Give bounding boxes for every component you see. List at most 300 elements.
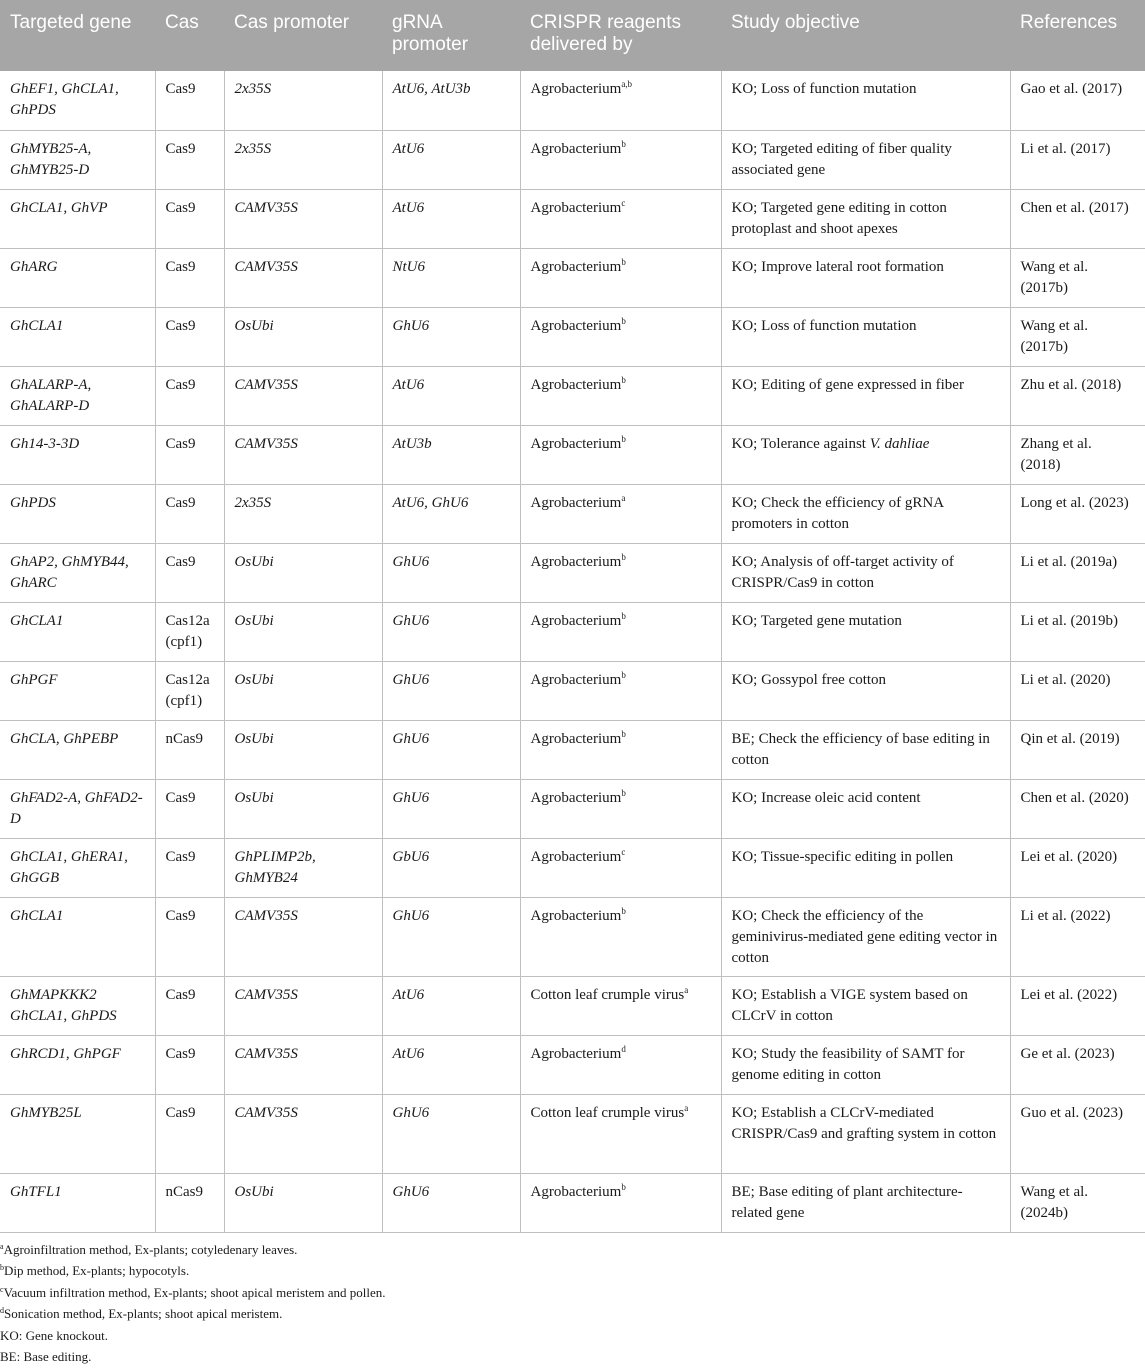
reference-text: Zhu et al. (2018) bbox=[1020, 376, 1122, 393]
table-row bbox=[0, 602, 1145, 661]
delivery-method: Agrobacterium bbox=[530, 494, 622, 511]
delivery-method: Agrobacterium bbox=[530, 671, 622, 688]
cell-cas-promoter bbox=[224, 661, 382, 720]
cell-grna-promoter bbox=[382, 71, 520, 130]
cell-study-objective bbox=[721, 720, 1010, 779]
cell-targeted-gene bbox=[0, 1094, 155, 1173]
cell-grna-promoter bbox=[382, 1035, 520, 1094]
cell-targeted-gene bbox=[0, 248, 155, 307]
objective-text: KO; Improve lateral root formation bbox=[731, 258, 944, 275]
cell-study-objective bbox=[721, 366, 1010, 425]
grna-promoter: GbU6 bbox=[392, 848, 430, 865]
grna-promoter: AtU6, AtU3b bbox=[392, 81, 471, 97]
header-references: References bbox=[1010, 0, 1145, 71]
cas-promoter: OsUbi bbox=[234, 671, 274, 688]
cas-type: nCas9 bbox=[165, 1183, 203, 1200]
delivery-footnote-mark: a bbox=[621, 492, 626, 503]
cell-reference bbox=[1010, 838, 1145, 897]
delivery-method: Agrobacterium bbox=[530, 848, 622, 865]
gene-name: GhFAD2-A, GhFAD2-D bbox=[10, 789, 143, 827]
cell-reference bbox=[1010, 189, 1145, 248]
delivery-footnote-mark: b bbox=[621, 905, 626, 916]
cell-targeted-gene bbox=[0, 425, 155, 484]
cell-cas-promoter bbox=[224, 897, 382, 976]
gene-name: GhCLA, GhPEBP bbox=[10, 730, 119, 747]
objective-text: KO; Increase oleic acid content bbox=[731, 789, 921, 806]
cell-cas bbox=[155, 543, 224, 602]
delivery-footnote-mark: c bbox=[621, 846, 626, 857]
header-delivery: CRISPR reagents delivered by bbox=[520, 0, 721, 71]
cell-grna-promoter bbox=[382, 189, 520, 248]
grna-promoter: AtU6 bbox=[392, 140, 425, 157]
table-row bbox=[0, 307, 1145, 366]
cell-grna-promoter bbox=[382, 897, 520, 976]
delivery-method: Agrobacterium bbox=[530, 730, 622, 747]
header-row bbox=[0, 0, 1145, 71]
footnote-text: Dip method, Ex-plants; hypocotyls. bbox=[4, 1263, 190, 1278]
cell-targeted-gene bbox=[0, 1035, 155, 1094]
grna-promoter: GhU6 bbox=[392, 317, 430, 334]
cell-cas bbox=[155, 71, 224, 130]
table-row bbox=[0, 976, 1145, 1035]
cell-study-objective bbox=[721, 130, 1010, 189]
cell-study-objective bbox=[721, 661, 1010, 720]
cell-cas bbox=[155, 976, 224, 1035]
cell-delivery bbox=[520, 543, 721, 602]
reference-text: Li et al. (2020) bbox=[1020, 671, 1111, 688]
cell-reference bbox=[1010, 661, 1145, 720]
objective-text: KO; Loss of function mutation bbox=[731, 317, 917, 334]
delivery-footnote-mark: b bbox=[621, 787, 626, 798]
objective-text: KO; Editing of gene expressed in fiber bbox=[731, 376, 964, 393]
objective-text: KO; Targeted gene mutation bbox=[731, 612, 902, 629]
cell-delivery bbox=[520, 1035, 721, 1094]
reference-text: Li et al. (2017) bbox=[1020, 140, 1111, 157]
cell-targeted-gene bbox=[0, 130, 155, 189]
cell-cas bbox=[155, 189, 224, 248]
delivery-footnote-mark: a bbox=[684, 1102, 689, 1113]
grna-promoter: GhU6 bbox=[392, 671, 430, 688]
table-row bbox=[0, 1173, 1145, 1232]
cell-cas bbox=[155, 661, 224, 720]
cell-study-objective bbox=[721, 976, 1010, 1035]
gene-name: GhMAPKKK2 GhCLA1, GhPDS bbox=[10, 986, 117, 1024]
cell-targeted-gene bbox=[0, 484, 155, 543]
cell-cas bbox=[155, 1035, 224, 1094]
cell-study-objective bbox=[721, 71, 1010, 130]
gene-name: GhCLA1, GhERA1, GhGGB bbox=[10, 848, 128, 886]
objective-text: KO; Targeted editing of fiber quality associated gene bbox=[731, 140, 952, 178]
cell-cas-promoter bbox=[224, 1094, 382, 1173]
cell-delivery bbox=[520, 425, 721, 484]
reference-text: Wang et al. (2017b) bbox=[1020, 317, 1089, 355]
gene-name: Gh14-3-3D bbox=[10, 435, 80, 452]
cas-promoter: 2x35S bbox=[234, 494, 272, 511]
cell-grna-promoter bbox=[382, 779, 520, 838]
cell-reference bbox=[1010, 1094, 1145, 1173]
cell-delivery bbox=[520, 897, 721, 976]
objective-text: KO; Analysis of off-target activity of CRISPR/Cas9 in cotton bbox=[731, 553, 954, 591]
cell-reference bbox=[1010, 543, 1145, 602]
cell-reference bbox=[1010, 425, 1145, 484]
cell-cas-promoter bbox=[224, 425, 382, 484]
cell-cas-promoter bbox=[224, 1173, 382, 1232]
delivery-method: Agrobacterium bbox=[530, 317, 622, 334]
cas-type: Cas9 bbox=[165, 140, 196, 157]
gene-name: GhARG bbox=[10, 258, 58, 275]
cell-reference bbox=[1010, 602, 1145, 661]
cas-type: Cas9 bbox=[165, 317, 196, 334]
gene-name: GhRCD1, GhPGF bbox=[10, 1045, 121, 1062]
footnote-mark: d bbox=[0, 1306, 4, 1315]
grna-promoter: GhU6 bbox=[392, 612, 430, 629]
gene-name: GhCLA1 bbox=[10, 317, 64, 334]
delivery-footnote-mark: b bbox=[621, 669, 626, 680]
grna-promoter: GhU6 bbox=[392, 789, 430, 806]
cell-cas-promoter bbox=[224, 484, 382, 543]
cas-promoter: 2x35S bbox=[234, 81, 272, 97]
gene-name: GhEF1, GhCLA1, GhPDS bbox=[10, 81, 119, 118]
table-row bbox=[0, 1035, 1145, 1094]
table-row bbox=[0, 130, 1145, 189]
cas-promoter: CAMV35S bbox=[234, 907, 298, 924]
footnote-text: KO: Gene knockout. bbox=[0, 1327, 108, 1343]
delivery-footnote-mark: a bbox=[684, 984, 689, 995]
footnote-line bbox=[0, 1325, 1145, 1347]
cell-cas-promoter bbox=[224, 307, 382, 366]
objective-text: KO; Loss of function mutation bbox=[731, 81, 917, 97]
cell-study-objective bbox=[721, 897, 1010, 976]
objective-text: KO; Check the efficiency of the geminivirus-mediated gene editing vector in cotton bbox=[731, 907, 998, 966]
delivery-method: Agrobacterium bbox=[530, 1045, 622, 1062]
footnotes bbox=[0, 1233, 1145, 1368]
cell-cas-promoter bbox=[224, 602, 382, 661]
cell-delivery bbox=[520, 779, 721, 838]
grna-promoter: AtU6 bbox=[392, 376, 425, 393]
cell-targeted-gene bbox=[0, 1173, 155, 1232]
cell-cas bbox=[155, 130, 224, 189]
cell-grna-promoter bbox=[382, 661, 520, 720]
cell-cas bbox=[155, 779, 224, 838]
cell-delivery bbox=[520, 71, 721, 130]
cell-cas-promoter bbox=[224, 779, 382, 838]
reference-text: Wang et al. (2024b) bbox=[1020, 1183, 1089, 1221]
cell-grna-promoter bbox=[382, 484, 520, 543]
grna-promoter: GhU6 bbox=[392, 907, 430, 924]
cas-type: Cas9 bbox=[165, 435, 196, 452]
cell-targeted-gene bbox=[0, 661, 155, 720]
cell-cas-promoter bbox=[224, 1035, 382, 1094]
objective-text: BE; Base editing of plant architecture-related gene bbox=[731, 1183, 963, 1221]
objective-text: KO; Establish a CLCrV-mediated CRISPR/Cas9 and grafting system in cotton bbox=[731, 1104, 997, 1142]
reference-text: Gao et al. (2017) bbox=[1020, 81, 1123, 97]
gene-name: GhPGF bbox=[10, 671, 58, 688]
cell-reference bbox=[1010, 1173, 1145, 1232]
objective-text: KO; Tolerance against bbox=[731, 435, 870, 452]
cell-cas bbox=[155, 720, 224, 779]
delivery-footnote-mark: b bbox=[621, 138, 626, 149]
reference-text: Lei et al. (2022) bbox=[1020, 986, 1118, 1003]
header-grna-promoter: gRNA promoter bbox=[382, 0, 520, 71]
reference-text: Zhang et al. (2018) bbox=[1020, 435, 1092, 473]
gene-name: GhCLA1 bbox=[10, 612, 64, 629]
cell-delivery bbox=[520, 838, 721, 897]
footnote-line bbox=[0, 1346, 1145, 1368]
delivery-footnote-mark: b bbox=[621, 315, 626, 326]
cas-promoter: 2x35S bbox=[234, 140, 272, 157]
cas-promoter: OsUbi bbox=[234, 1183, 274, 1200]
delivery-method: Cotton leaf crumple virus bbox=[530, 1104, 685, 1121]
footnote-mark: c bbox=[0, 1284, 4, 1294]
footnote-text: BE: Base editing. bbox=[0, 1349, 92, 1364]
cell-study-objective bbox=[721, 779, 1010, 838]
cell-study-objective bbox=[721, 1173, 1010, 1232]
cell-grna-promoter bbox=[382, 307, 520, 366]
delivery-method: Agrobacterium bbox=[530, 199, 622, 216]
cell-cas-promoter bbox=[224, 976, 382, 1035]
cell-targeted-gene bbox=[0, 71, 155, 130]
cell-reference bbox=[1010, 248, 1145, 307]
grna-promoter: AtU3b bbox=[392, 435, 432, 452]
cas-type: Cas9 bbox=[165, 1104, 196, 1121]
gene-name: GhTFL1 bbox=[10, 1183, 62, 1200]
delivery-footnote-mark: b bbox=[621, 551, 626, 562]
cell-reference bbox=[1010, 720, 1145, 779]
grna-promoter: AtU6 bbox=[392, 986, 425, 1003]
cell-targeted-gene bbox=[0, 602, 155, 661]
cas-promoter: GhPLIMP2b, GhMYB24 bbox=[234, 848, 316, 886]
delivery-footnote-mark: b bbox=[621, 728, 626, 739]
cell-delivery bbox=[520, 130, 721, 189]
reference-text: Li et al. (2022) bbox=[1020, 907, 1111, 924]
delivery-method: Agrobacterium bbox=[530, 376, 622, 393]
cell-reference bbox=[1010, 976, 1145, 1035]
cell-grna-promoter bbox=[382, 543, 520, 602]
cell-delivery bbox=[520, 661, 721, 720]
cell-cas-promoter bbox=[224, 366, 382, 425]
delivery-method: Agrobacterium bbox=[530, 907, 622, 924]
cas-type: Cas9 bbox=[165, 848, 196, 865]
cell-grna-promoter bbox=[382, 838, 520, 897]
grna-promoter: GhU6 bbox=[392, 730, 430, 747]
cell-grna-promoter bbox=[382, 366, 520, 425]
cell-cas bbox=[155, 1094, 224, 1173]
delivery-method: Agrobacterium bbox=[530, 1183, 622, 1200]
grna-promoter: AtU6, GhU6 bbox=[392, 494, 469, 511]
objective-text: KO; Tissue-specific editing in pollen bbox=[731, 848, 954, 865]
delivery-method: Cotton leaf crumple virus bbox=[530, 986, 685, 1003]
cas-type: Cas9 bbox=[165, 199, 196, 216]
table-row bbox=[0, 838, 1145, 897]
delivery-footnote-mark: b bbox=[621, 1181, 626, 1192]
cell-grna-promoter bbox=[382, 1173, 520, 1232]
delivery-footnote-mark: c bbox=[621, 197, 626, 208]
cell-delivery bbox=[520, 248, 721, 307]
gene-name: GhMYB25L bbox=[10, 1104, 82, 1121]
cas-promoter: OsUbi bbox=[234, 317, 274, 334]
cell-delivery bbox=[520, 976, 721, 1035]
footnote-text: Vacuum infiltration method, Ex-plants; shoot apical meristem and pollen. bbox=[3, 1284, 386, 1300]
cas-promoter: CAMV35S bbox=[234, 376, 298, 393]
header-cas: Cas bbox=[155, 0, 224, 71]
cell-cas bbox=[155, 366, 224, 425]
cell-reference bbox=[1010, 71, 1145, 130]
reference-text: Wang et al. (2017b) bbox=[1020, 258, 1089, 296]
header-study-objective: Study objective bbox=[721, 0, 1010, 71]
table-row bbox=[0, 366, 1145, 425]
cas-type: Cas9 bbox=[165, 986, 196, 1003]
delivery-footnote-mark: b bbox=[621, 433, 626, 444]
footnote-text: Agroinfiltration method, Ex-plants; cotyledenary leaves. bbox=[3, 1241, 298, 1257]
cell-cas bbox=[155, 602, 224, 661]
cell-grna-promoter bbox=[382, 720, 520, 779]
table-row bbox=[0, 661, 1145, 720]
cas-promoter: CAMV35S bbox=[234, 986, 298, 1003]
gene-name: GhPDS bbox=[10, 494, 56, 511]
cell-grna-promoter bbox=[382, 602, 520, 661]
cell-cas bbox=[155, 838, 224, 897]
objective-italic: V. dahliae bbox=[869, 435, 930, 452]
reference-text: Ge et al. (2023) bbox=[1020, 1045, 1115, 1062]
cell-cas-promoter bbox=[224, 720, 382, 779]
cell-grna-promoter bbox=[382, 1094, 520, 1173]
cell-reference bbox=[1010, 307, 1145, 366]
delivery-footnote-mark: b bbox=[621, 610, 626, 621]
cas-type: Cas9 bbox=[165, 553, 196, 570]
table-row bbox=[0, 1094, 1145, 1173]
gene-name: GhALARP-A, GhALARP-D bbox=[10, 376, 92, 414]
cas-promoter: CAMV35S bbox=[234, 435, 298, 452]
cell-cas-promoter bbox=[224, 71, 382, 130]
reference-text: Li et al. (2019a) bbox=[1020, 553, 1118, 570]
cell-targeted-gene bbox=[0, 189, 155, 248]
table-row bbox=[0, 543, 1145, 602]
delivery-method: Agrobacterium bbox=[530, 789, 622, 806]
table-row bbox=[0, 484, 1145, 543]
delivery-footnote-mark: d bbox=[621, 1043, 626, 1054]
cas-type: Cas12a (cpf1) bbox=[165, 671, 210, 709]
cell-grna-promoter bbox=[382, 248, 520, 307]
cas-promoter: CAMV35S bbox=[234, 1104, 298, 1121]
cas-type: nCas9 bbox=[165, 730, 203, 747]
delivery-method: Agrobacterium bbox=[530, 553, 622, 570]
cas-promoter: CAMV35S bbox=[234, 1045, 298, 1062]
cell-delivery bbox=[520, 307, 721, 366]
delivery-method: Agrobacterium bbox=[530, 140, 622, 157]
cell-delivery bbox=[520, 189, 721, 248]
cell-delivery bbox=[520, 484, 721, 543]
cas-promoter: CAMV35S bbox=[234, 199, 298, 216]
cell-reference bbox=[1010, 897, 1145, 976]
cas-promoter: CAMV35S bbox=[234, 258, 298, 275]
cas-type: Cas9 bbox=[165, 258, 196, 275]
reference-text: Chen et al. (2017) bbox=[1020, 199, 1129, 216]
header-targeted-gene: Targeted gene bbox=[0, 0, 155, 71]
cell-study-objective bbox=[721, 307, 1010, 366]
cas-promoter: OsUbi bbox=[234, 730, 274, 747]
cell-targeted-gene bbox=[0, 779, 155, 838]
cell-cas bbox=[155, 307, 224, 366]
cell-cas bbox=[155, 484, 224, 543]
table-row bbox=[0, 189, 1145, 248]
delivery-method: Agrobacterium bbox=[530, 435, 622, 452]
cell-study-objective bbox=[721, 1094, 1010, 1173]
cell-study-objective bbox=[721, 189, 1010, 248]
table-row bbox=[0, 425, 1145, 484]
cell-delivery bbox=[520, 602, 721, 661]
cell-study-objective bbox=[721, 425, 1010, 484]
cas-type: Cas9 bbox=[165, 789, 196, 806]
cas-type: Cas9 bbox=[165, 907, 196, 924]
gene-name: GhCLA1 bbox=[10, 907, 64, 924]
delivery-method: Agrobacterium bbox=[530, 81, 622, 97]
cell-cas-promoter bbox=[224, 130, 382, 189]
cell-targeted-gene bbox=[0, 366, 155, 425]
reference-text: Guo et al. (2023) bbox=[1020, 1104, 1123, 1121]
objective-text: BE; Check the efficiency of base editing in cotton bbox=[731, 730, 990, 768]
cell-reference bbox=[1010, 1035, 1145, 1094]
grna-promoter: GhU6 bbox=[392, 1183, 430, 1200]
objective-text: KO; Check the efficiency of gRNA promoters in cotton bbox=[731, 494, 944, 532]
reference-text: Chen et al. (2020) bbox=[1020, 789, 1129, 806]
delivery-footnote-mark: b bbox=[621, 256, 626, 267]
grna-promoter: AtU6 bbox=[392, 199, 425, 216]
cell-targeted-gene bbox=[0, 897, 155, 976]
footnote-mark: b bbox=[0, 1263, 4, 1272]
grna-promoter: GhU6 bbox=[392, 553, 430, 570]
table-row bbox=[0, 248, 1145, 307]
cell-study-objective bbox=[721, 248, 1010, 307]
cell-grna-promoter bbox=[382, 976, 520, 1035]
header-cas-promoter: Cas promoter bbox=[224, 0, 382, 71]
cell-cas-promoter bbox=[224, 543, 382, 602]
footnote-line bbox=[0, 1260, 1145, 1282]
objective-text: KO; Establish a VIGE system based on CLCrV in cotton bbox=[731, 986, 968, 1024]
footnote-line bbox=[0, 1303, 1145, 1325]
cas-type: Cas9 bbox=[165, 376, 196, 393]
table-body bbox=[0, 71, 1145, 1232]
cell-targeted-gene bbox=[0, 307, 155, 366]
footnote-mark: a bbox=[0, 1241, 4, 1251]
delivery-method: Agrobacterium bbox=[530, 258, 622, 275]
cell-cas bbox=[155, 425, 224, 484]
grna-promoter: AtU6 bbox=[392, 1045, 425, 1062]
cell-grna-promoter bbox=[382, 130, 520, 189]
cell-study-objective bbox=[721, 602, 1010, 661]
cell-delivery bbox=[520, 720, 721, 779]
cell-targeted-gene bbox=[0, 543, 155, 602]
gene-name: GhMYB25-A, GhMYB25-D bbox=[10, 140, 92, 178]
reference-text: Li et al. (2019b) bbox=[1020, 612, 1118, 629]
cell-cas bbox=[155, 897, 224, 976]
gene-name: GhCLA1, GhVP bbox=[10, 199, 108, 216]
objective-text: KO; Study the feasibility of SAMT for genome editing in cotton bbox=[731, 1045, 965, 1083]
cas-type: Cas12a (cpf1) bbox=[165, 612, 210, 650]
gene-name: GhAP2, GhMYB44, GhARC bbox=[10, 553, 129, 591]
cell-delivery bbox=[520, 1173, 721, 1232]
cell-cas-promoter bbox=[224, 838, 382, 897]
cas-type: Cas9 bbox=[165, 494, 196, 511]
grna-promoter: GhU6 bbox=[392, 1104, 430, 1121]
reference-text: Lei et al. (2020) bbox=[1020, 848, 1118, 865]
table-row bbox=[0, 71, 1145, 130]
footnote-line bbox=[0, 1282, 1145, 1304]
footnote-line bbox=[0, 1239, 1145, 1261]
reference-text: Long et al. (2023) bbox=[1020, 494, 1129, 511]
cell-study-objective bbox=[721, 1035, 1010, 1094]
cell-delivery bbox=[520, 366, 721, 425]
cell-reference bbox=[1010, 130, 1145, 189]
